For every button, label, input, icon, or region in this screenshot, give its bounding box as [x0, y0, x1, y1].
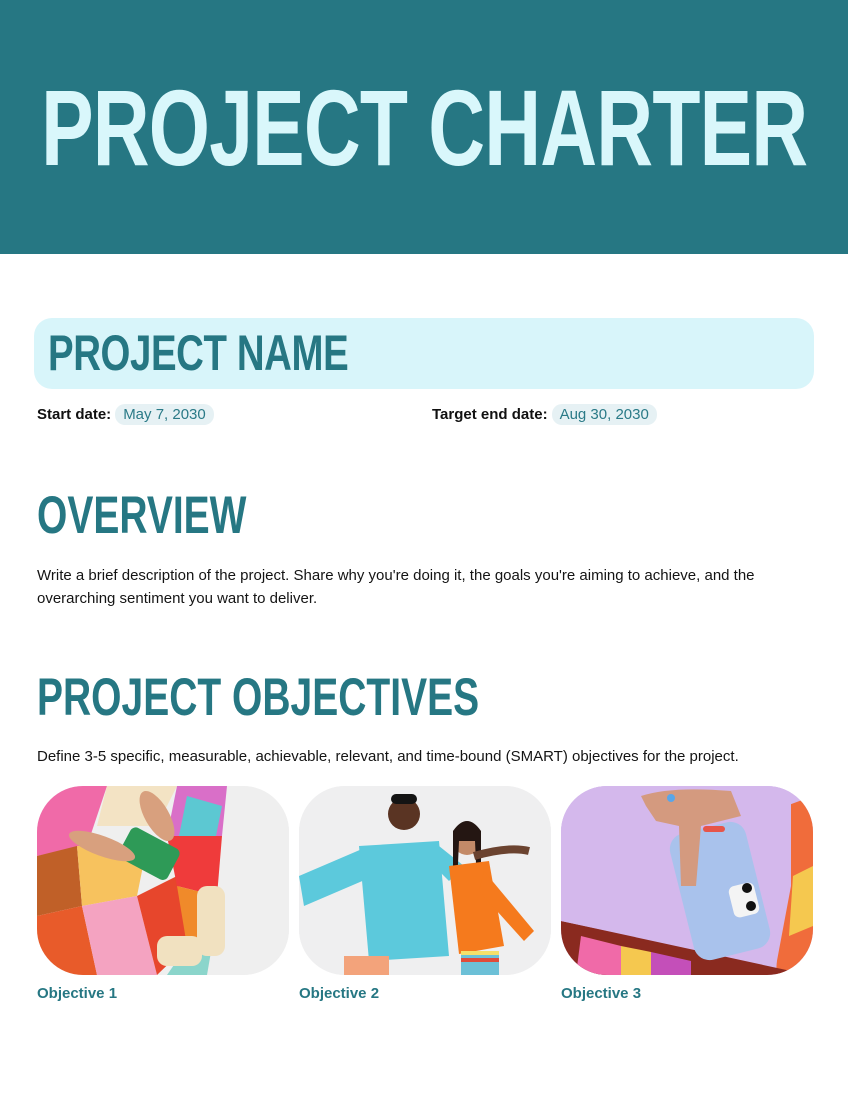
objective-cards	[37, 786, 813, 1002]
objective-card-1	[37, 786, 289, 1002]
objective-3-label[interactable]: Objective 3	[561, 985, 642, 1002]
header-banner	[0, 0, 848, 254]
objective-2-label[interactable]: Objective 2	[299, 985, 380, 1002]
objective-card-3	[561, 786, 813, 1002]
end-date-label: Target end date:	[432, 406, 548, 423]
project-name[interactable]: PROJECT NAME	[48, 325, 349, 382]
end-date-field[interactable]: Aug 30, 2030	[552, 404, 657, 425]
objectives-text[interactable]: Define 3-5 specific, measurable, achievable, relevant, and time-bound (SMART) objectives for the project.	[37, 748, 739, 765]
objective-2-photo[interactable]	[299, 786, 551, 975]
objective-3-photo[interactable]	[561, 786, 813, 975]
start-date-label: Start date:	[37, 406, 112, 423]
overview-heading: OVERVIEW	[37, 485, 247, 545]
start-date-field[interactable]: May 7, 2030	[115, 404, 214, 425]
objective-card-2	[299, 786, 551, 1002]
end-date-row	[432, 404, 657, 425]
objectives-heading: PROJECT OBJECTIVES	[37, 667, 480, 727]
objective-1-photo[interactable]	[37, 786, 289, 975]
phone-hand-photo-icon	[561, 786, 813, 975]
project-name-box[interactable]	[34, 318, 814, 389]
objective-1-label[interactable]: Objective 1	[37, 985, 118, 1002]
start-date-row	[37, 404, 214, 425]
patchwork-photo-icon	[37, 786, 289, 975]
overview-text[interactable]: Write a brief description of the project. Share why you're doing it, the goals you're aiming to achieve, and the overarching sentiment you want to deliver.	[37, 567, 755, 607]
dancing-people-photo-icon	[299, 786, 551, 975]
document-title: PROJECT CHARTER	[40, 68, 808, 189]
